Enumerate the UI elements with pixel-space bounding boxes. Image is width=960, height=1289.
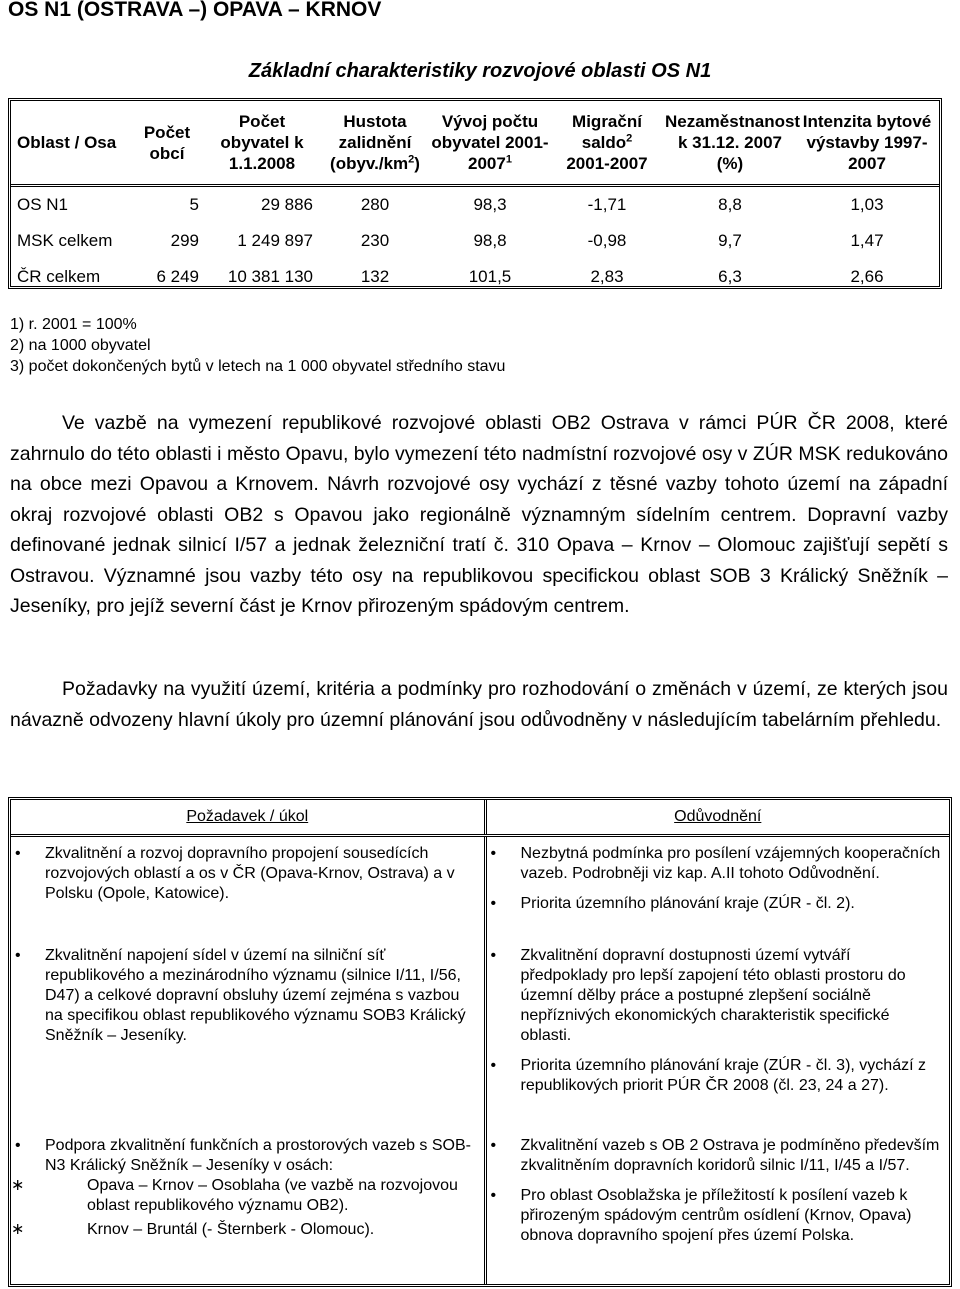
paragraph-text: Požadavky na využití území, kritéria a podmínky pro rozhodování o změnách v území, ze kterých jsou návazně odvozeny hlavní úkoly pro územní plánování jsou odůvodněny v následujícím tabelárním přehledu. <box>10 678 948 731</box>
section-heading: OS N1 (OSTRAVA –) OPAVA – KRNOV <box>8 0 382 21</box>
req-header-task <box>11 800 485 836</box>
cell-hustota: 230 <box>360 231 390 250</box>
cell-obce: 6 249 <box>156 267 199 286</box>
header-pocet-obyvatel: Počet obyvatel k 1.1.2008 <box>205 101 319 186</box>
cell-vyvoj: 98,8 <box>473 231 507 250</box>
header-pocet-obci: Počet obcí <box>129 101 205 186</box>
list-item <box>11 1136 484 1240</box>
cell-obce: 5 <box>189 195 199 214</box>
req-row <box>11 836 949 940</box>
footnote: 2) na 1000 obyvatel <box>10 337 151 354</box>
table-header-row <box>11 101 939 186</box>
sub-list-item: ∗ Opava – Krnov – Osoblaha (ve vazbě na rozvojovou oblast republikového významu OB2). <box>11 1176 476 1216</box>
header-nezam-unit: (%) <box>716 154 744 173</box>
header-hustota-sup: 2 <box>408 153 415 166</box>
header-intenzita: Intenzita bytové výstavby 1997-2007 <box>795 101 939 186</box>
table-row <box>11 223 939 259</box>
req-header-task-text: Požadavek / úkol <box>186 808 309 825</box>
cell-hustota: 132 <box>360 267 390 286</box>
cell-area: ČR celkem <box>17 267 101 286</box>
header-vyvoj <box>431 101 549 186</box>
req-row <box>11 1126 949 1285</box>
table-title: Základní charakteristiky rozvojové oblasti OS N1 <box>248 60 712 82</box>
header-hustota <box>319 101 431 186</box>
cell-intenzita: 1,47 <box>850 231 884 250</box>
header-saldo-text: Migrační saldo <box>572 112 642 152</box>
cell-vyvoj: 101,5 <box>468 267 512 286</box>
header-saldo-sup: 2 <box>626 132 633 145</box>
cell-nezam: 9,7 <box>718 231 742 250</box>
req-task-cell <box>11 1126 485 1285</box>
header-vyvoj-sup: 1 <box>505 153 512 166</box>
paragraph-text: Ve vazbě na vymezení republikové rozvojové oblasti OB2 Ostrava v rámci PÚR ČR 2008, které zahrnulo do této oblasti i město Opavu, bylo vymezení této nadmístní rozvojové osy v ZÚR MSK redukováno na obce mezi Opavou a Krnovem. Návrh rozvojové osy vychází z těsné vazby tohoto území na západní okraj rozvojové oblasti OB2 s Opavou jako regionálně významným sídelním centrem. Dopravní vazby definované jednak silnicí I/57 a jednak železniční tratí č. 310 Opava – Krnov – Olomouc zajišťují sepětí s Ostravou. Významné jsou vazby této osy na republikovou specifickou oblast SOB 3 Králický Sněžník – Jeseníky, pro jejíž severní část je Krnov přirozeným spádovým centrem. <box>10 412 948 617</box>
cell-area: MSK celkem <box>17 231 113 250</box>
characteristics-table <box>8 98 942 289</box>
header-saldo <box>549 101 665 186</box>
req-reason-cell <box>485 940 949 1126</box>
table-row <box>11 186 939 224</box>
header-saldo-years: 2001-2007 <box>566 154 648 173</box>
cell-area: OS N1 <box>17 195 69 214</box>
list-item: • Zkvalitnění napojení sídel v území na silniční síť republikového a mezinárodního významu (silnice I/11, I/56, D47) a celkové dopravní obsluhy území zejména s vazbou na specifikou oblast republikového významu SOB3 Králický Sněžník – Jeseníky. <box>11 946 484 1046</box>
header-nezamestnanost <box>665 101 801 186</box>
cell-intenzita: 2,66 <box>850 267 884 286</box>
cell-obyvatel: 29 886 <box>261 195 313 214</box>
body-paragraph <box>10 674 948 735</box>
sub-list-item: ∗ Krnov – Bruntál (- Šternberk - Olomouc). <box>11 1220 476 1240</box>
req-header-reason <box>485 800 949 836</box>
list-item: • Priorita územního plánování kraje (ZÚR - čl. 3), vychází z republikových priorit PÚR ČR 2008 (čl. 23, 24 a 27). <box>487 1056 950 1096</box>
req-header-reason-text: Odůvodnění <box>674 808 762 825</box>
req-header-row <box>11 800 949 836</box>
req-task-cell <box>11 836 485 940</box>
requirements-table <box>8 797 952 1287</box>
cell-nezam: 6,3 <box>718 267 742 286</box>
list-item: • Zkvalitnění dopravní dostupnosti území vytváří předpoklady pro lepší zapojení této oblasti prostoru do územní dělby práce a postupné zlepšení sociálně nepříznivých ekonomických charakteristik specifické oblasti. <box>487 946 950 1046</box>
cell-saldo: 2,83 <box>590 267 624 286</box>
cell-obce: 299 <box>170 231 199 250</box>
req-task-cell <box>11 940 485 1126</box>
body-paragraph <box>10 408 948 622</box>
list-item: • Nezbytná podmínka pro posílení vzájemných kooperačních vazeb. Podrobněji viz kap. A.II tohoto Odůvodnění. <box>487 844 950 884</box>
cell-vyvoj: 98,3 <box>473 195 507 214</box>
list-item: • Pro oblast Osoblažska je příležitostí k posílení vazeb k přirozeným spádovým centrům osídlení (Krnov, Opava) obnova dopravního spojení přes území Polska. <box>487 1186 950 1246</box>
cell-obyvatel: 1 249 897 <box>237 231 313 250</box>
req-reason-cell <box>485 1126 949 1285</box>
req-row <box>11 940 949 1126</box>
header-hustota-text: Hustota zalidnění (obyv./km <box>330 112 412 173</box>
cell-obyvatel: 10 381 130 <box>227 267 313 286</box>
table-footnotes <box>10 314 505 377</box>
table-row <box>11 259 939 295</box>
list-item: • Zkvalitnění vazeb s OB 2 Ostrava je podmíněno především zkvalitněním dopravních koridorů silnic I/11, I/45 a I/57. <box>487 1136 950 1176</box>
cell-intenzita: 1,03 <box>850 195 884 214</box>
list-item: • Priorita územního plánování kraje (ZÚR - čl. 2). <box>487 894 950 914</box>
header-nezam-text: Nezaměstnanost k 31.12. 2007 <box>665 112 801 152</box>
list-item-text: Podpora zkvalitnění funkčních a prostorových vazeb s SOB-N3 Králický Sněžník – Jeseníky v osách: <box>45 1136 471 1174</box>
header-hustota-close: ) <box>414 154 420 173</box>
header-oblast: Oblast / Osa <box>11 101 129 186</box>
header-vyvoj-text: Vývoj počtu obyvatel 2001-2007 <box>431 112 549 173</box>
cell-hustota: 280 <box>360 195 390 214</box>
cell-saldo: -0,98 <box>587 231 627 250</box>
cell-nezam: 8,8 <box>718 195 742 214</box>
req-reason-cell <box>485 836 949 940</box>
footnote: 1) r. 2001 = 100% <box>10 316 137 333</box>
cell-saldo: -1,71 <box>587 195 627 214</box>
footnote: 3) počet dokončených bytů v letech na 1 000 obyvatel středního stavu <box>10 358 506 375</box>
list-item: • Zkvalitnění a rozvoj dopravního propojení sousedících rozvojových oblastí a os v ČR (Opava-Krnov, Ostrava) a v Polsku (Opole, Katowice). <box>11 844 484 904</box>
